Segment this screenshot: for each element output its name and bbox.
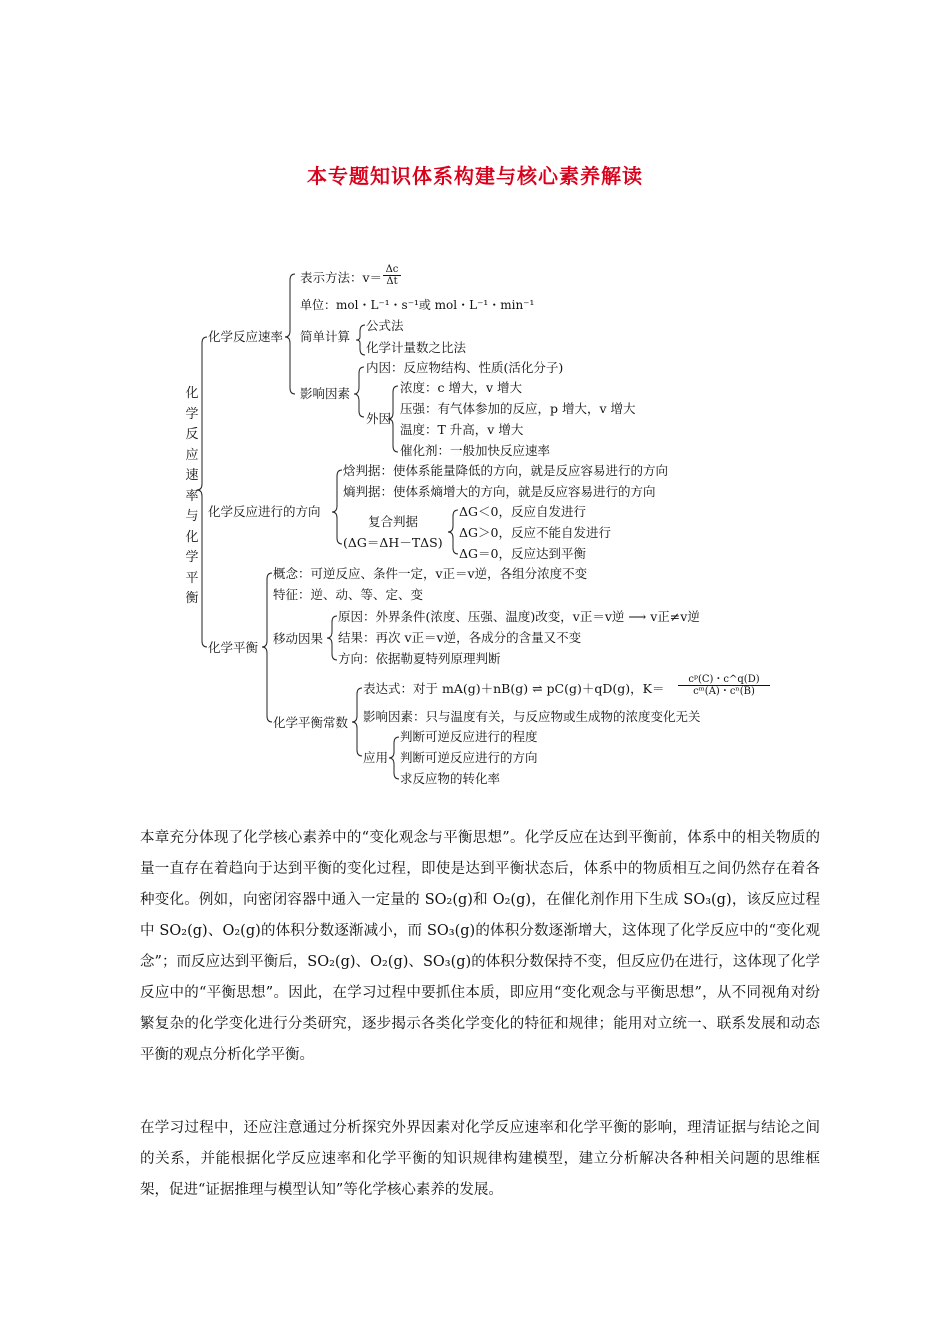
shift-cause: 原因：外界条件(浓度、压强、温度)改变，v正＝v逆 ⟶ v正≠v逆: [338, 609, 700, 624]
direction-bracket: [332, 470, 342, 544]
application-node: 应用: [363, 750, 389, 765]
compound-bracket: [448, 510, 458, 554]
rate-fraction: [383, 264, 401, 287]
compound-item: ΔG＜0，反应自发进行: [459, 504, 586, 519]
equilibrium-feature: 特征：逆、动、等、定、变: [273, 587, 424, 602]
compound-node: 复合判据: [368, 514, 419, 529]
internal-factor: 内因：反应物结构、性质(活化分子): [366, 360, 564, 375]
factors-node: 影响因素: [300, 386, 351, 401]
calc-node: 简单计算: [300, 329, 351, 344]
rate-fraction-numerator: Δc: [385, 264, 399, 275]
constant-expression: 表达式：对于 mA(g)＋nB(g) ⇌ pC(g)＋qD(g)，K＝: [363, 681, 665, 696]
paragraph-core-literacy: 本章充分体现了化学核心素养中的“变化观念与平衡思想”。化学反应在达到平衡前，体系中的相关物质的量一直存在着趋向于达到平衡的变化过程，即使是达到平衡状态后，体系中的物质相互之间仍然存在着各种变化。例如，向密闭容器中通入一定量的 SO₂(g)和 O₂(g)，在催化剂作用下生成 SO₃(g)，该反应过程中 SO₂(g)、O₂(g)的体积分数逐渐减小，而 SO₃(g)的体积分数逐渐增大，这体现了化学反应中的“变化观念”；而反应达到平衡后，SO₂(g)、O₂(g)、SO₃(g)的体积分数保持不变，但反应仍在进行，这体现了化学反应中的“平衡思想”。因此，在学习过程中要抓住本质，即应用“变化观念与平衡思想”，从不同视角对纷繁复杂的化学变化进行分类研究，逐步揭示各类化学变化的特征和规律；能用对立统一、联系发展和动态平衡的观点分析化学平衡。: [140, 830, 820, 1063]
rate-unit: 单位：mol・L⁻¹・s⁻¹或 mol・L⁻¹・min⁻¹: [300, 298, 535, 312]
application-item: 判断可逆反应进行的程度: [400, 729, 538, 744]
paragraph-learning-process: 在学习过程中，还应注意通过分析探究外界因素对化学反应速率和化学平衡的影响，理清证据与结论之间的关系，并能根据化学反应速率和化学平衡的知识规律构建模型，建立分析解决各种相关问题的思维框架，促进“证据推理与模型认知”等化学核心素养的发展。: [140, 1120, 820, 1198]
rate-expression: 表示方法：v＝: [300, 270, 383, 285]
diagram-root: 化学反应速率与化学平衡: [185, 386, 199, 606]
equilibrium-node: 化学平衡: [208, 640, 259, 655]
external-item: 浓度：c 增大，v 增大: [400, 380, 523, 395]
shift-node: 移动因果: [273, 631, 324, 646]
compound-item: ΔG＝0，反应达到平衡: [459, 546, 586, 561]
factors-bracket: [354, 367, 364, 417]
enthalpy-criterion: 焓判据：使体系能量降低的方向，就是反应容易进行的方向: [343, 463, 669, 478]
external-item: 压强：有气体参加的反应，p 增大，v 增大: [400, 401, 636, 416]
rate-node: 化学反应速率: [208, 329, 284, 344]
compound-formula: (ΔG＝ΔH－TΔS): [343, 535, 443, 550]
shift-bracket: [327, 616, 337, 660]
direction-node: 化学反应进行的方向: [208, 504, 321, 519]
page-title: 本专题知识体系构建与核心素养解读: [307, 164, 643, 188]
equilibrium-bracket: [262, 573, 272, 722]
external-item: 温度：T 升高，v 增大: [400, 422, 524, 437]
compound-item: ΔG＞0，反应不能自发进行: [459, 525, 611, 540]
calc-bracket: [356, 325, 365, 355]
shift-result: 结果：再次 v正＝v逆，各成分的含量又不变: [338, 630, 582, 645]
external-node: 外因: [366, 411, 392, 426]
k-denominator: cᵐ(A)・cⁿ(B): [678, 685, 770, 697]
k-numerator: cᵖ(C)・c^q(D): [688, 674, 760, 685]
shift-direction: 方向：依据勒夏特列原理判断: [338, 651, 501, 666]
rate-bracket: [285, 274, 295, 394]
entropy-criterion: 熵判据：使体系熵增大的方向，就是反应容易进行的方向: [343, 484, 656, 499]
application-bracket: [389, 737, 399, 779]
calc-item: 公式法: [366, 318, 404, 333]
application-item: 判断可逆反应进行的方向: [400, 750, 538, 765]
constant-node: 化学平衡常数: [273, 715, 349, 730]
rate-fraction-denominator: Δt: [383, 275, 401, 287]
k-fraction: [678, 674, 770, 697]
constant-influence: 影响因素：只与温度有关，与反应物或生成物的浓度变化无关: [363, 709, 701, 724]
application-item: 求反应物的转化率: [400, 771, 501, 786]
calc-item: 化学计量数之比法: [366, 340, 467, 355]
constant-bracket: [352, 688, 362, 756]
equilibrium-concept: 概念：可逆反应、条件一定，v正＝v逆，各组分浓度不变: [273, 566, 588, 581]
external-item: 催化剂：一般加快反应速率: [400, 443, 551, 458]
